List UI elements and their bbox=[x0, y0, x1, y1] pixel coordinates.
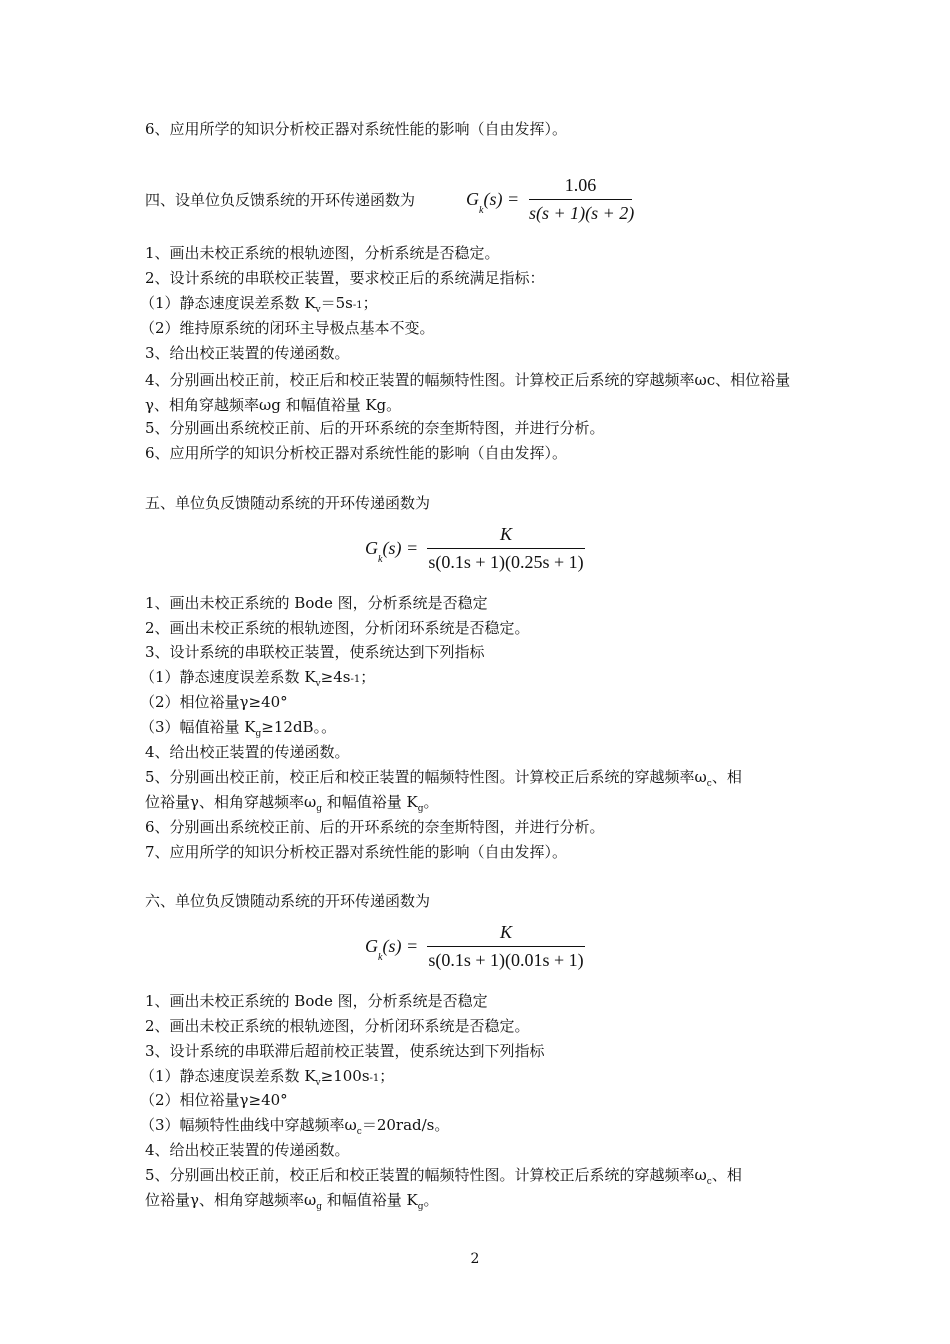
section-5-heading: 五、单位负反馈随动系统的开环传递函数为 bbox=[145, 494, 431, 512]
item-6-previous: 6、应用所学的知识分析校正器对系统性能的影响（自由发挥）。 bbox=[145, 120, 568, 138]
sec5-item-7: 7、应用所学的知识分析校正器对系统性能的影响（自由发挥）。 bbox=[145, 843, 568, 861]
formula-k-sub: k bbox=[378, 952, 383, 963]
sec4-item-2: 2、设计系统的串联校正装置，要求校正后的系统满足指标： bbox=[145, 269, 545, 287]
sec6-item-4: 4、给出校正装置的传递函数。 bbox=[145, 1141, 350, 1159]
formula-denominator: s(0.1s + 1)(0.25s + 1) bbox=[428, 552, 584, 572]
sec5-item-2: 2、画出未校正系统的根轨迹图，分析闭环系统是否稳定。 bbox=[145, 619, 530, 637]
sec6-item-3: 3、设计系统的串联滞后超前校正装置，使系统达到下列指标 bbox=[145, 1042, 545, 1060]
sec6-req-3: （3）幅频特性曲线中穿越频率$\omega_c=20rad/s$。 bbox=[140, 1116, 450, 1137]
sec5-item-4: 4、给出校正装置的传递函数。 bbox=[145, 743, 350, 761]
sec5-item-5-line-1: 5、分别画出校正前，校正后和校正装置的幅频特性图。计算校正后系统的穿越频率$\omega_c$、相 bbox=[145, 768, 742, 789]
sec4-item-4: 4、分别画出校正前，校正后和校正装置的幅频特性图。计算校正后系统的穿越频率ωc、相位裕量γ、相角穿越频率ωg 和幅值裕量 Kg。 bbox=[145, 371, 791, 414]
formula-numerator: K bbox=[499, 922, 512, 942]
sec4-item-3: 3、给出校正装置的传递函数。 bbox=[145, 344, 350, 362]
formula-g: G bbox=[365, 936, 378, 956]
sec5-req-3: （3）幅值裕量 $K_g\ge 12dB$。。 bbox=[140, 718, 337, 739]
sec5-req-2: （2）相位裕量γ≥40° bbox=[140, 693, 288, 711]
sec5-item-3: 3、设计系统的串联校正装置，使系统达到下列指标 bbox=[145, 643, 485, 661]
section-6-formula bbox=[365, 922, 595, 974]
section-5-formula bbox=[365, 524, 595, 576]
sec5-item-5-line-2: 位裕量γ、相角穿越频率$\omega_g$ 和幅值裕量 $K_g$。 bbox=[145, 793, 439, 814]
formula-lhs-rest: (s) = bbox=[382, 538, 419, 558]
formula-numerator: 1.06 bbox=[564, 175, 597, 195]
sec5-item-6: 6、分别画出系统校正前、后的开环系统的奈奎斯特图，并进行分析。 bbox=[145, 818, 605, 836]
sec5-req-1: （1）静态速度误差系数 $K_v\ge 4s-1$； bbox=[140, 668, 376, 689]
formula-lhs-rest: (s) = bbox=[483, 189, 520, 209]
sec4-req-2: （2）维持原系统的闭环主导极点基本不变。 bbox=[140, 319, 435, 337]
sec4-item-6: 6、应用所学的知识分析校正器对系统性能的影响（自由发挥）。 bbox=[145, 444, 568, 462]
formula-numerator: K bbox=[499, 524, 512, 544]
formula-g: G bbox=[365, 538, 378, 558]
section-4-formula bbox=[466, 175, 646, 227]
sec4-req-1: （1）静态速度误差系数 $K_v=5s-1$； bbox=[140, 294, 378, 315]
formula-denominator: s(0.1s + 1)(0.01s + 1) bbox=[428, 950, 584, 970]
sec6-item-2: 2、画出未校正系统的根轨迹图，分析闭环系统是否稳定。 bbox=[145, 1017, 530, 1035]
sec6-item-1: 1、画出未校正系统的 Bode 图，分析系统是否稳定 bbox=[145, 992, 488, 1010]
sec5-item-1: 1、画出未校正系统的 Bode 图，分析系统是否稳定 bbox=[145, 594, 488, 612]
formula-denominator: s(s + 1)(s + 2) bbox=[529, 203, 635, 223]
section-6-heading: 六、单位负反馈随动系统的开环传递函数为 bbox=[145, 892, 431, 910]
sec6-item-5-line-2: 位裕量γ、相角穿越频率$\omega_g$ 和幅值裕量 $K_g$。 bbox=[145, 1191, 439, 1212]
sec6-item-5-line-1: 5、分别画出校正前，校正后和校正装置的幅频特性图。计算校正后系统的穿越频率$\omega_c$、相 bbox=[145, 1166, 742, 1187]
formula-lhs-rest: (s) = bbox=[382, 936, 419, 956]
section-4-heading: 四、设单位负反馈系统的开环传递函数为 bbox=[145, 191, 416, 209]
sec6-req-1: （1）静态速度误差系数 $K_v\ge 100s-1$； bbox=[140, 1067, 395, 1088]
sec4-item-5: 5、分别画出系统校正前、后的开环系统的奈奎斯特图，并进行分析。 bbox=[145, 419, 605, 437]
sec6-req-2: （2）相位裕量γ≥40° bbox=[140, 1091, 288, 1109]
sec4-item-1: 1、画出未校正系统的根轨迹图，分析系统是否稳定。 bbox=[145, 244, 500, 262]
formula-k-sub: k bbox=[479, 205, 484, 216]
page-number: 2 bbox=[470, 1251, 480, 1267]
formula-k-sub: k bbox=[378, 554, 383, 565]
formula-g: G bbox=[466, 189, 479, 209]
